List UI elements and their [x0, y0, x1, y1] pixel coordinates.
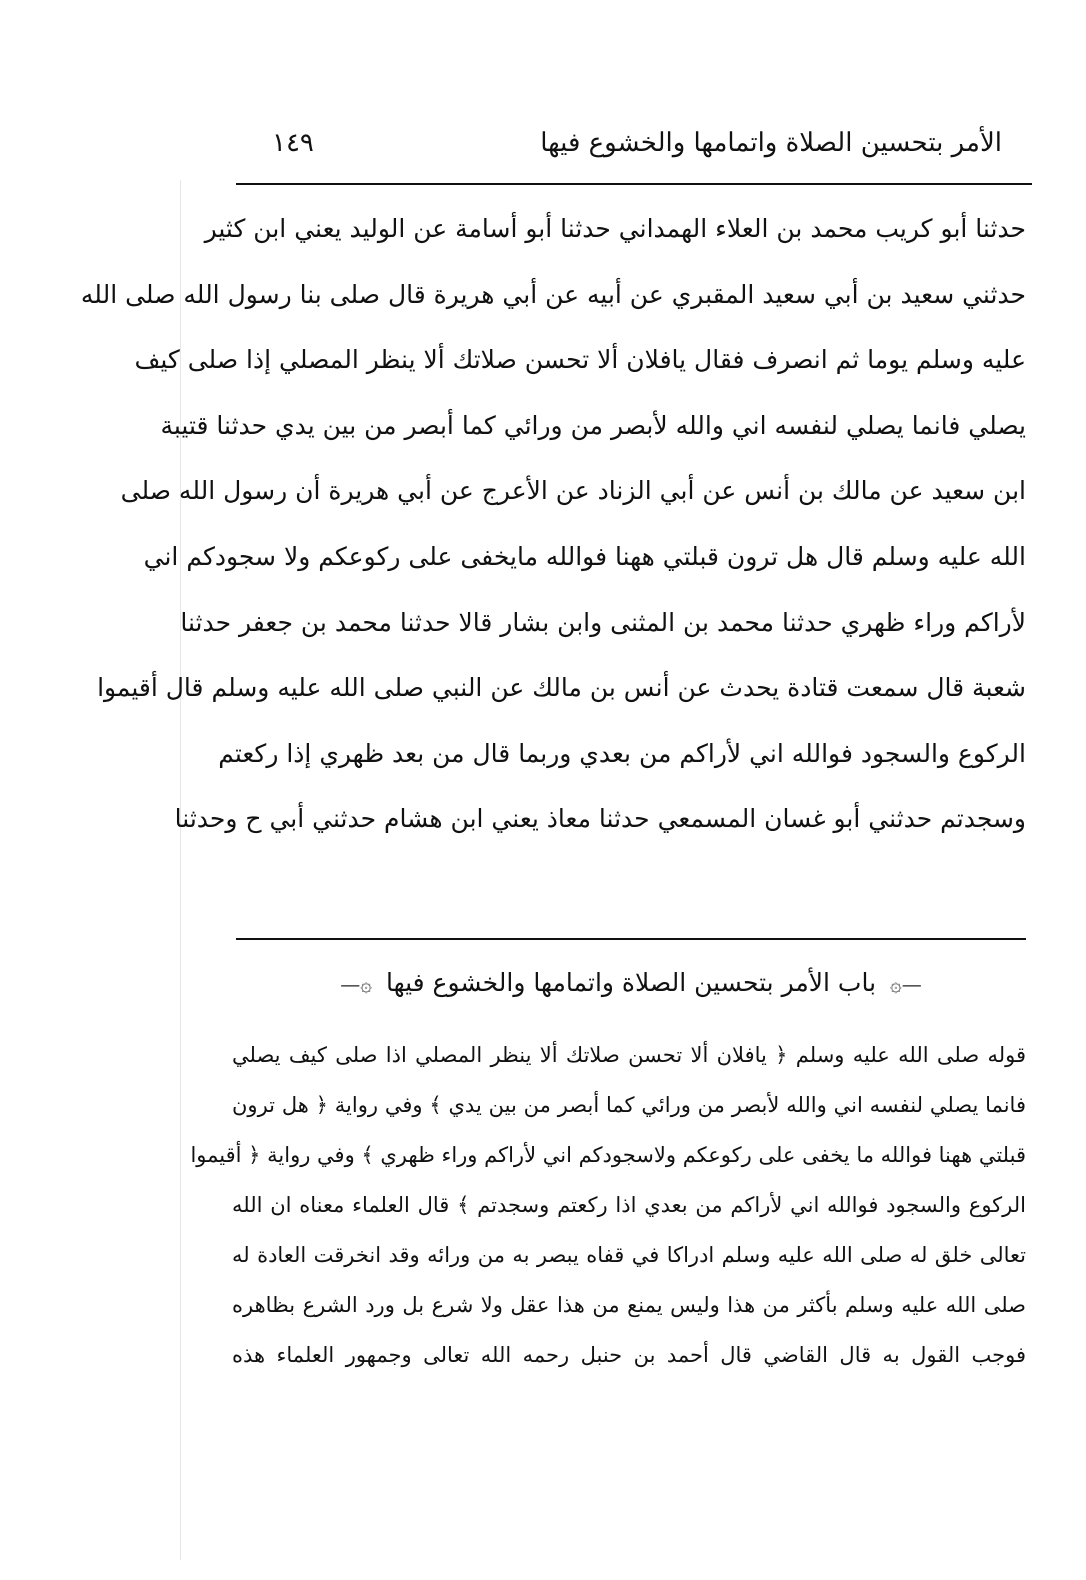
hadith-line: عليه وسلم يوما ثم انصرف فقال يافلان ألا تحسن صلاتك ألا ينظر المصلي إذا صلى كيف: [134, 345, 1026, 375]
chapter-heading: [236, 968, 1026, 997]
hadith-line: الركوع والسجود فوالله اني لأراكم من بعدي وربما قال من بعد ظهري إذا ركعتم: [218, 738, 1026, 768]
hadith-line: حدثني سعيد بن أبي سعيد المقبري عن أبيه عن أبي هريرة قال صلى بنا رسول الله صلى الله: [80, 279, 1026, 309]
commentary-line: صلى الله عليه وسلم بأكثر من هذا وليس يمنع من هذا عقل ولا شرع بل ورد الشرع بظاهره: [232, 1293, 1026, 1317]
hadith-line: لأراكم وراء ظهري حدثنا محمد بن المثنى وابن بشار قالا حدثنا محمد بن جعفر حدثنا: [180, 607, 1026, 637]
commentary-line: تعالى خلق له صلى الله عليه وسلم ادراكا في قفاه يبصر به من ورائه وقد انخرقت العادة له: [232, 1243, 1026, 1267]
hadith-line: الله عليه وسلم قال هل ترون قبلتي ههنا فوالله مايخفى على ركوعكم ولا سجودكم اني: [143, 541, 1026, 571]
section-divider: [236, 938, 1026, 940]
hadith-line: ابن سعيد عن مالك بن أنس عن أبي الزناد عن الأعرج عن أبي هريرة أن رسول الله صلى: [120, 476, 1026, 506]
hadith-line: حدثنا أبو كريب محمد بن العلاء الهمداني حدثنا أبو أسامة عن الوليد يعني ابن كثير: [204, 214, 1026, 243]
page-number: ١٤٩: [272, 128, 314, 158]
commentary-text-block: [190, 1030, 1026, 1380]
running-header-title: الأمر بتحسين الصلاة واتمامها والخشوع فيها: [540, 128, 1002, 158]
commentary-line: قوله صلى الله عليه وسلم ﴿ يافلان ألا تحسن صلاتك ألا ينظر المصلي اذا صلى كيف يصلي: [232, 1043, 1026, 1067]
ornament-icon: —۞: [889, 972, 922, 996]
commentary-line: فوجب القول به قال القاضي قال أحمد بن حنبل رحمه الله تعالى وجمهور العلماء هذه: [232, 1343, 1026, 1367]
commentary-line: فانما يصلي لنفسه اني والله لأبصر من ورائي كما أبصر من بين يدي ﴾ وفي رواية ﴿ هل ترون: [232, 1093, 1026, 1117]
hadith-line: وسجدتم حدثني أبو غسان المسمعي حدثنا معاذ يعني ابن هشام حدثني أبي ح وحدثنا: [174, 804, 1026, 834]
running-header: [236, 122, 1032, 178]
hadith-line: يصلي فانما يصلي لنفسه اني والله لأبصر من ورائي كما أبصر من بين يدي حدثنا قتيبة: [160, 410, 1026, 440]
commentary-line: الركوع والسجود فوالله اني لأراكم من بعدي اذا ركعتم وسجدتم ﴾ قال العلماء معناه ان الله: [232, 1193, 1026, 1217]
header-rule: [236, 183, 1032, 185]
chapter-title: باب الأمر بتحسين الصلاة واتمامها والخشوع فيها: [385, 968, 877, 997]
commentary-line: قبلتي ههنا فوالله ما يخفى على ركوعكم ولاسجودكم اني لأراكم وراء ظهري ﴾ وفي رواية ﴿ أقيموا: [190, 1143, 1026, 1167]
hadith-line: شعبة قال سمعت قتادة يحدث عن أنس بن مالك عن النبي صلى الله عليه وسلم قال أقيموا: [97, 673, 1026, 703]
hadith-text-block: [80, 196, 1026, 852]
ornament-icon: ۞—: [340, 972, 372, 996]
